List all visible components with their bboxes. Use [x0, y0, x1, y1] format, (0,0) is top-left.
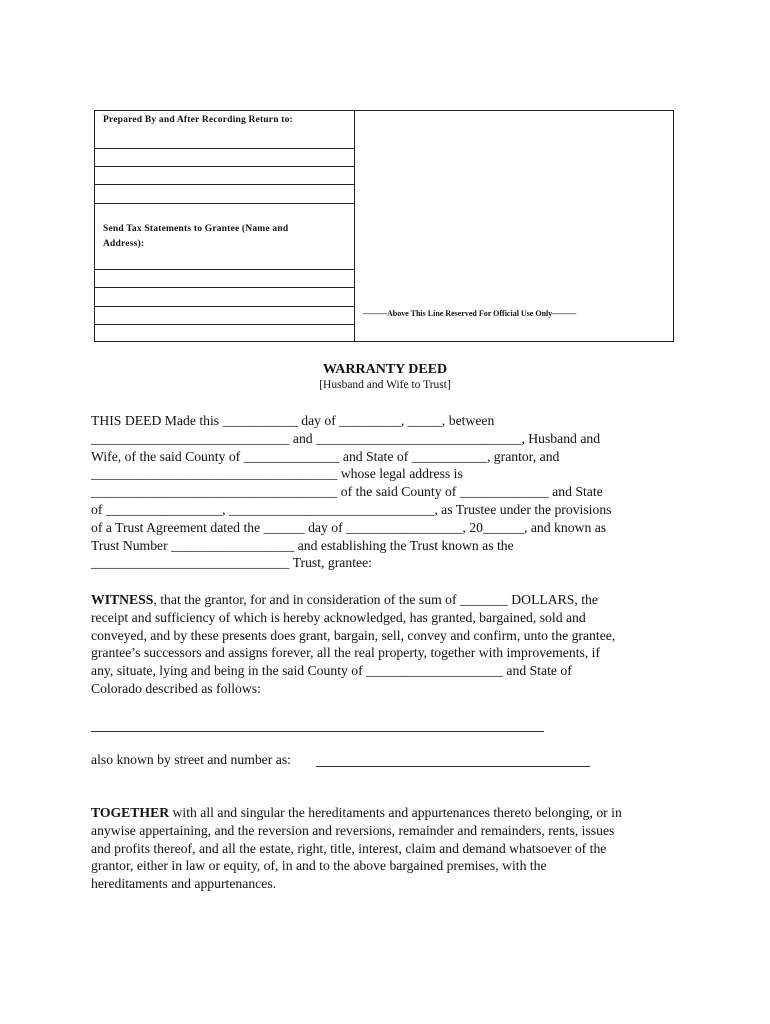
tax-statements-line-3[interactable] — [95, 306, 355, 307]
witness-line-6: Colorado described as follows: — [91, 680, 261, 696]
deed-parties-paragraph — [91, 412, 612, 572]
together-line-1-text: with all and singular the hereditaments and appurtenances thereto belonging, or in — [169, 805, 622, 820]
street-address-row — [91, 751, 291, 769]
street-address-label: also known by street and number as: — [91, 752, 291, 767]
legal-description-line[interactable] — [91, 731, 544, 732]
recording-info-left-column — [95, 111, 355, 341]
deed-line-8: Trust Number __________________ and establishing the Trust known as the — [91, 537, 514, 553]
tax-statements-line-2[interactable] — [95, 287, 355, 288]
together-line-2: anywise appertaining, and the reversion and reversions, remainder and remainders, rents, issues — [91, 822, 615, 838]
prepared-by-line-4[interactable] — [95, 203, 355, 204]
together-line-4: grantor, either in law or equity, of, in and to the above bargained premises, with the — [91, 858, 547, 874]
deed-line-7: of a Trust Agreement dated the ______ day of _________________, 20______, and known as — [91, 519, 607, 535]
deed-line-9: _____________________________ Trust, grantee: — [91, 555, 372, 571]
witness-line-2: receipt and sufficiency of which is hereby acknowledged, has granted, bargained, sold and — [91, 609, 586, 625]
deed-line-1: THIS DEED Made this ___________ day of _________, _____, between — [91, 413, 495, 428]
witness-line-1 — [91, 591, 615, 609]
witness-line-3: conveyed, and by these presents does grant, bargain, sell, convey and confirm, unto the grantee, — [91, 627, 616, 643]
deed-line-6: of _________________, ______________________________, as Trustee under the provisions — [91, 501, 612, 517]
witness-line-4: grantee’s successors and assigns forever, all the real property, together with improvements, if — [91, 645, 601, 661]
prepared-by-line-2[interactable] — [95, 166, 355, 167]
deed-line-4: ____________________________________ whose legal address is — [91, 466, 463, 482]
together-line-5: hereditaments and appurtenances. — [91, 876, 277, 892]
deed-line-2: _____________________________ and ______________________________, Husband and — [91, 430, 601, 446]
together-lead: TOGETHER — [91, 805, 170, 820]
street-address-line[interactable] — [316, 766, 590, 767]
document-subtitle: [Husband and Wife to Trust] — [319, 379, 451, 391]
together-paragraph — [91, 804, 622, 893]
deed-line-5: ____________________________________ of the said County of _____________ and State — [91, 484, 603, 500]
prepared-by-line-1[interactable] — [95, 148, 355, 149]
tax-statements-line-4[interactable] — [95, 324, 355, 325]
witness-lead: WITNESS — [91, 592, 154, 607]
tax-statements-label-2: Address): — [103, 239, 145, 249]
document-title: WARRANTY DEED — [322, 362, 448, 377]
tax-statements-label-1: Send Tax Statements to Grantee (Name and — [103, 224, 289, 234]
prepared-by-line-3[interactable] — [95, 184, 355, 185]
recording-info-box — [94, 110, 674, 342]
prepared-by-label: Prepared By and After Recording Return to: — [103, 115, 293, 125]
tax-statements-line-1[interactable] — [95, 269, 355, 270]
together-line-1 — [91, 804, 622, 822]
witness-line-1-text: , that the grantor, for and in consideration of the sum of _______ DOLLARS, the — [153, 592, 598, 607]
witness-line-5: any, situate, lying and being in the said County of ____________________ and State of — [91, 663, 572, 679]
witness-paragraph — [91, 591, 615, 698]
deed-line-3: Wife, of the said County of ______________ and State of ___________, grantor, and — [91, 448, 560, 464]
together-line-3: and profits thereof, and all the estate, right, title, interest, claim and demand whatsoever of the — [91, 840, 607, 856]
official-use-reserved-label: ———Above This Line Reserved For Official Use Only——— — [363, 309, 577, 318]
